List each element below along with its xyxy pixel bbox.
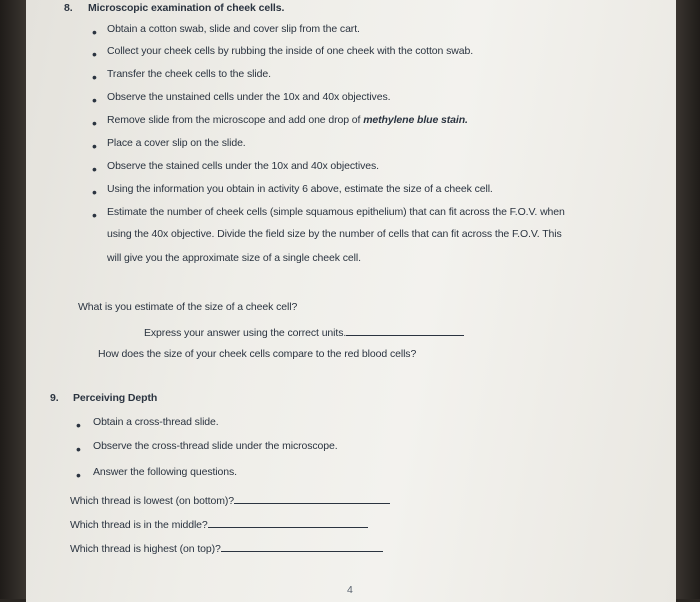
question-units — [144, 325, 464, 339]
s8-bullet-7: Observe the stained cells under the 10x and 40x objectives. — [107, 160, 379, 172]
s8-bullet-5-text: Remove slide from the microscope and add one drop of — [107, 114, 364, 126]
s8-bullet-9-line-3: will give you the approximate size of a single cheek cell. — [107, 252, 361, 264]
answer-blank-lowest[interactable] — [234, 493, 390, 504]
bullet-icon: • — [92, 184, 97, 200]
s8-bullet-9-line-2: using the 40x objective. Divide the field size by the number of cells that can fit across the F.O.V. This — [107, 228, 562, 240]
s8-bullet-9: Estimate the number of cheek cells (simple squamous epithelium) that can fit across the F.O.V. when — [107, 206, 565, 218]
bullet-icon: • — [92, 138, 97, 154]
s8-bullet-6: Place a cover slip on the slide. — [107, 137, 246, 149]
bullet-icon: • — [92, 207, 97, 223]
bullet-icon: • — [76, 441, 81, 457]
s9-bullet-3: Answer the following questions. — [93, 466, 237, 478]
s8-bullet-1: Obtain a cotton swab, slide and cover slip from the cart. — [107, 23, 360, 35]
s8-bullet-4: Observe the unstained cells under the 10x and 40x objectives. — [107, 91, 391, 103]
bullet-icon: • — [92, 46, 97, 62]
section-8-heading: Microscopic examination of cheek cells. — [88, 2, 285, 14]
answer-blank-units[interactable] — [346, 325, 464, 336]
s9-bullet-2: Observe the cross-thread slide under the microscope. — [93, 440, 338, 452]
question-lowest-thread — [70, 493, 390, 507]
question-units-text: Express your answer using the correct units. — [144, 327, 347, 339]
question-cell-size: What is you estimate of the size of a cheek cell? — [78, 301, 298, 313]
s9-bullet-1: Obtain a cross-thread slide. — [93, 416, 219, 428]
bullet-icon: • — [76, 467, 81, 483]
worksheet-page — [26, 0, 676, 602]
answer-blank-highest[interactable] — [221, 541, 383, 552]
bullet-icon: • — [92, 69, 97, 85]
bullet-icon: • — [92, 161, 97, 177]
bullet-icon: • — [92, 92, 97, 108]
question-middle-thread — [70, 517, 368, 531]
section-9-heading: Perceiving Depth — [73, 392, 158, 404]
s8-bullet-8: Using the information you obtain in activity 6 above, estimate the size of a cheek cell. — [107, 183, 493, 195]
section-9-number: 9. — [50, 392, 59, 404]
right-background-edge — [676, 0, 700, 599]
left-background-edge — [0, 0, 26, 599]
page-number: 4 — [347, 584, 353, 596]
question-highest-thread — [70, 541, 383, 555]
section-8-number: 8. — [64, 2, 73, 14]
question-lowest-text: Which thread is lowest (on bottom)? — [70, 495, 234, 507]
s8-bullet-5 — [107, 114, 468, 126]
question-compare-rbc: How does the size of your cheek cells compare to the red blood cells? — [98, 348, 417, 360]
question-middle-text: Which thread is in the middle? — [70, 519, 208, 531]
bullet-icon: • — [76, 417, 81, 433]
question-highest-text: Which thread is highest (on top)? — [70, 543, 221, 555]
methylene-blue-stain: methylene blue stain. — [363, 114, 468, 126]
s8-bullet-2: Collect your cheek cells by rubbing the inside of one cheek with the cotton swab. — [107, 45, 474, 57]
answer-blank-middle[interactable] — [208, 517, 368, 528]
s8-bullet-3: Transfer the cheek cells to the slide. — [107, 68, 271, 80]
bullet-icon: • — [92, 115, 97, 131]
bullet-icon: • — [92, 24, 97, 40]
